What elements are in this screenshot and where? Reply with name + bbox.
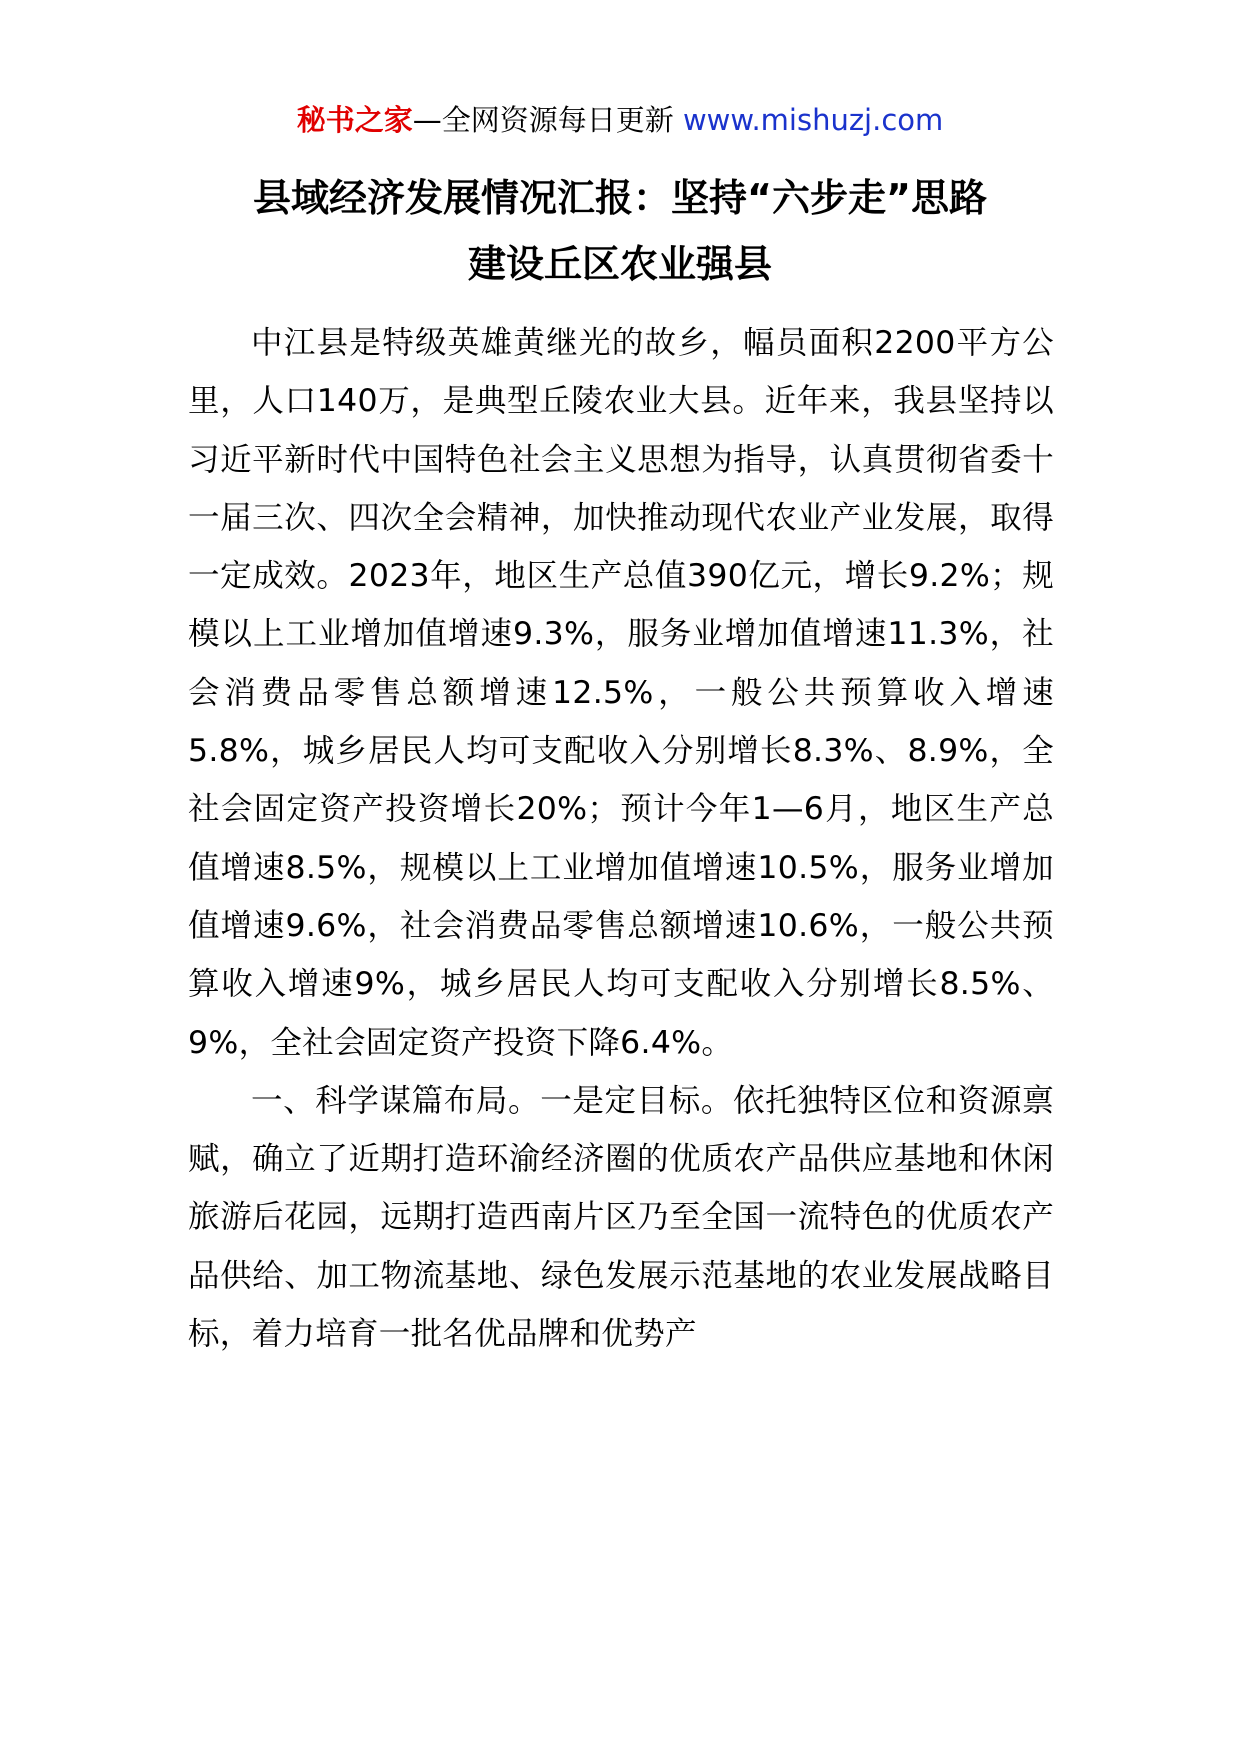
site-header — [0, 100, 1240, 140]
title-line-2: 建设丘区农业强县 — [467, 242, 772, 286]
header-tagline: —全网资源每日更新 — [412, 103, 683, 137]
brand-name: 秘书之家 — [296, 103, 413, 137]
site-url-link[interactable]: www.mishuzj.com — [682, 103, 944, 137]
document-title — [170, 165, 1070, 297]
paragraph-section-1: 一、科学谋篇布局。一是定目标。依托独特区位和资源禀赋，确立了近期打造环渝经济圈的优质农产品供应基地和休闲旅游后花园，远期打造西南片区乃至全国一流特色的优质农产品供给、加工物流基地、绿色发展示范基地的农业发展战略目标，着力培育一批名优品牌和优势产 — [188, 1082, 1054, 1353]
document-body — [188, 314, 1054, 1363]
paragraph-intro: 中江县是特级英雄黄继光的故乡，幅员面积2200平方公里，人口140万，是典型丘陵农业大县。近年来，我县坚持以习近平新时代中国特色社会主义思想为指导，认真贯彻省委十一届三次、四次全会精神，加快推动现代农业产业发展，取得一定成效。2023年，地区生产总值390亿元，增长9.2%；规模以上工业增加值增速9.3%，服务业增加值增速11.3%，社会消费品零售总额增速12.5%，一般公共预算收入增速5.8%，城乡居民人均可支配收入分别增长8.3%、8.9%，全社会固定资产投资增长20%；预计今年1—6月，地区生产总值增速8.5%，规模以上工业增加值增速10.5%，服务业增加值增速9.6%，社会消费品零售总额增速10.6%，一般公共预算收入增速9%，城乡居民人均可支配收入分别增长8.5%、9%，全社会固定资产投资下降6.4%。 — [188, 325, 1054, 1061]
title-line-1: 县域经济发展情况汇报：坚持“六步走”思路 — [253, 176, 987, 220]
